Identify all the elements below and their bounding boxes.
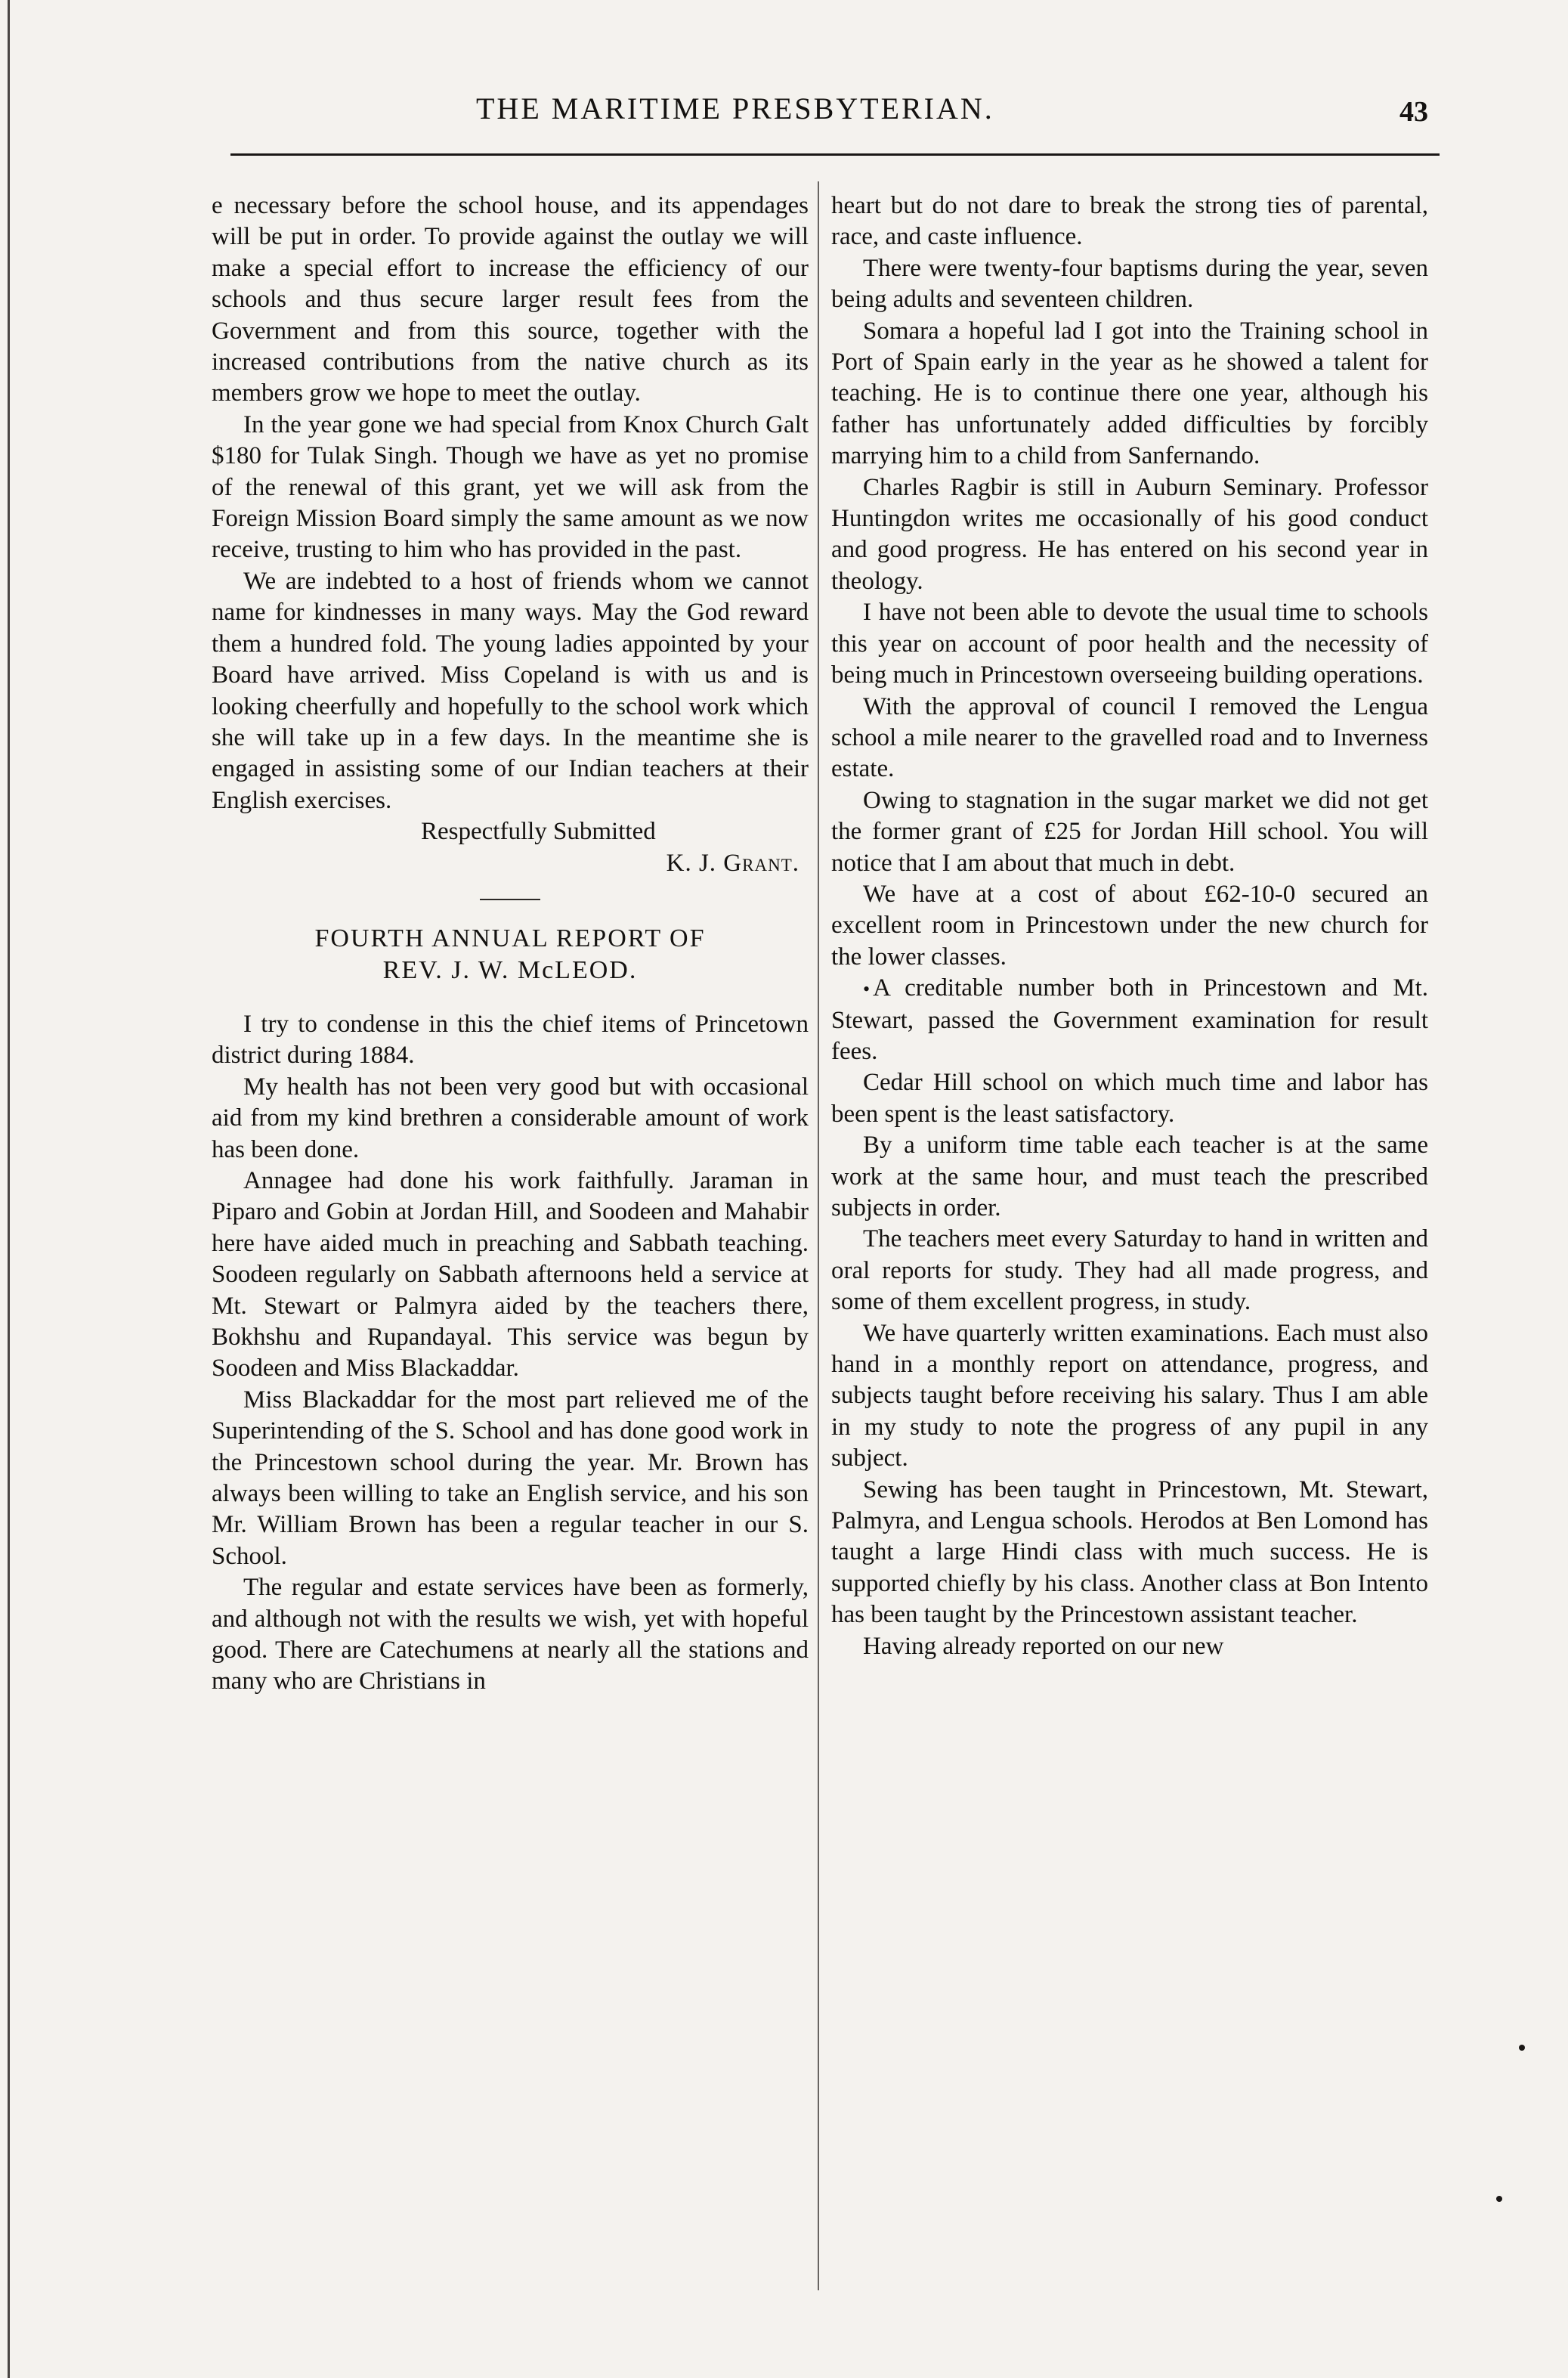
report-heading-line: FOURTH ANNUAL REPORT OF [314, 924, 706, 952]
right-column [831, 190, 1428, 1662]
paragraph: e necessary before the school house, and its appendages will be put in order. To provide against the outlay we will make a special effort to increase the efficiency of our schools and thus secure larger result fees from the Government and from this source, together with the increased contributions from the native church as its members grow we hope to meet the outlay. [212, 192, 809, 407]
left-column [212, 190, 809, 1698]
signature: K. J. Grant. [666, 849, 799, 877]
signoff: Respectfully Submitted [421, 818, 656, 846]
paragraph: I try to condense in this the chief items of Princetown district during 1884. [212, 1010, 809, 1070]
paragraph: In the year gone we had special from Knox Church Galt $180 for Tulak Singh. Though we have as yet no promise of the renewal of this grant, yet we will ask from the Foreign Mission Board simply the same amount as we now receive, trusting to him who has provided in the past. [212, 410, 809, 564]
report-heading [212, 923, 809, 986]
page-header [438, 91, 1436, 144]
paragraph: By a uniform time table each teacher is at the same work at the same hour, and must teach the prescribed subjects in order. [831, 1132, 1428, 1222]
paragraph: Somara a hopeful lad I got into the Training school in Port of Spain early in the year as he showed a talent for teaching. He is to continue there one year, although his father has unfortunately added difficulties by forcibly marrying him to a child from Sanfernando. [831, 317, 1428, 470]
paragraph: Miss Blackaddar for the most part relieved me of the Superintending of the S. School and has done good work in the Princestown school during the year. Mr. Brown has always been willing to take an English service, and his son Mr. William Brown has been a regular teacher in our S. School. [212, 1386, 809, 1570]
paragraph: There were twenty-four baptisms during the year, seven being adults and seventeen children. [831, 254, 1428, 314]
report-heading-line: REV. J. W. McLEOD. [382, 955, 638, 984]
paragraph: Cedar Hill school on which much time and labor has been spent is the least satisfactory. [831, 1069, 1428, 1128]
section-divider [480, 899, 540, 900]
bullet-icon: • [863, 978, 871, 1001]
running-head: THE MARITIME PRESBYTERIAN. [476, 91, 994, 125]
ink-speck [1519, 2045, 1525, 2051]
paragraph: My health has not been very good but with occasional aid from my kind brethren a considerable amount of work has been done. [212, 1073, 809, 1163]
scan-edge-line [8, 0, 10, 2378]
ink-speck [1496, 2196, 1502, 2202]
header-rule [230, 153, 1440, 156]
paragraph: We have at a cost of about £62-10-0 secured an excellent room in Princestown under the new church for the lower classes. [831, 880, 1428, 971]
paragraph: Charles Ragbir is still in Auburn Seminary. Professor Huntingdon writes me occasionally of his good conduct and good progress. He has entered on his second year in theology. [831, 473, 1428, 595]
paragraph: Owing to stagnation in the sugar market we did not get the former grant of £25 for Jordan Hill school. You will notice that I am about that much in debt. [831, 786, 1428, 877]
paragraph: heart but do not dare to break the strong ties of parental, race, and caste influence. [831, 192, 1428, 251]
paragraph: Sewing has been taught in Princestown, Mt. Stewart, Palmyra, and Lengua schools. Herodos at Ben Lomond has taught a large Hindi class with much success. He is supported chiefly by his class. Another class at Bon Intento has been taught by the Princestown assistant teacher. [831, 1475, 1428, 1629]
paragraph: The regular and estate services have been as formerly, and although not with the results we wish, yet with hopeful good. There are Catechumens at nearly all the stations and many who are Christians in [212, 1574, 809, 1695]
paragraph: Annagee had done his work faithfully. Jaraman in Piparo and Gobin at Jordan Hill, and Soodeen and Mahabir here have aided much in preaching and Sabbath teaching. Soodeen regularly on Sabbath afternoons held a service at Mt. Stewart or Palmyra aided by the teachers there, Bokhshu and Rupandayal. This service was begun by Soodeen and Miss Blackaddar. [212, 1166, 809, 1383]
column-rule [818, 181, 819, 2290]
paragraph: We have quarterly written examinations. Each must also hand in a monthly report on attendance, progress, and subjects taught before receiving his salary. Thus I am able in my study to note the progress of any pupil in any subject. [831, 1319, 1428, 1472]
paragraph-text: A creditable number both in Princestown and Mt. Stewart, passed the Government examination for result fees. [831, 974, 1428, 1065]
paragraph-bulleted [831, 973, 1428, 1067]
page-number: 43 [1399, 96, 1428, 128]
paragraph: Having already reported on our new [863, 1632, 1224, 1660]
paragraph: The teachers meet every Saturday to hand in written and oral reports for study. They had all made progress, and some of them excellent progress, in study. [831, 1225, 1428, 1316]
paragraph: I have not been able to devote the usual time to schools this year on account of poor health and the necessity of being much in Princestown overseeing building operations. [831, 599, 1428, 689]
paragraph: We are indebted to a host of friends whom we cannot name for kindnesses in many ways. May the God reward them a hundred fold. The young ladies appointed by your Board have arrived. Miss Copeland is with us and is looking cheerfully and hopefully to the school work which she will take up in a few days. In the meantime she is engaged in assisting some of our Indian teachers at their English exercises. [212, 567, 809, 814]
paragraph: With the approval of council I removed the Lengua school a mile nearer to the gravelled road and to Inverness estate. [831, 692, 1428, 783]
